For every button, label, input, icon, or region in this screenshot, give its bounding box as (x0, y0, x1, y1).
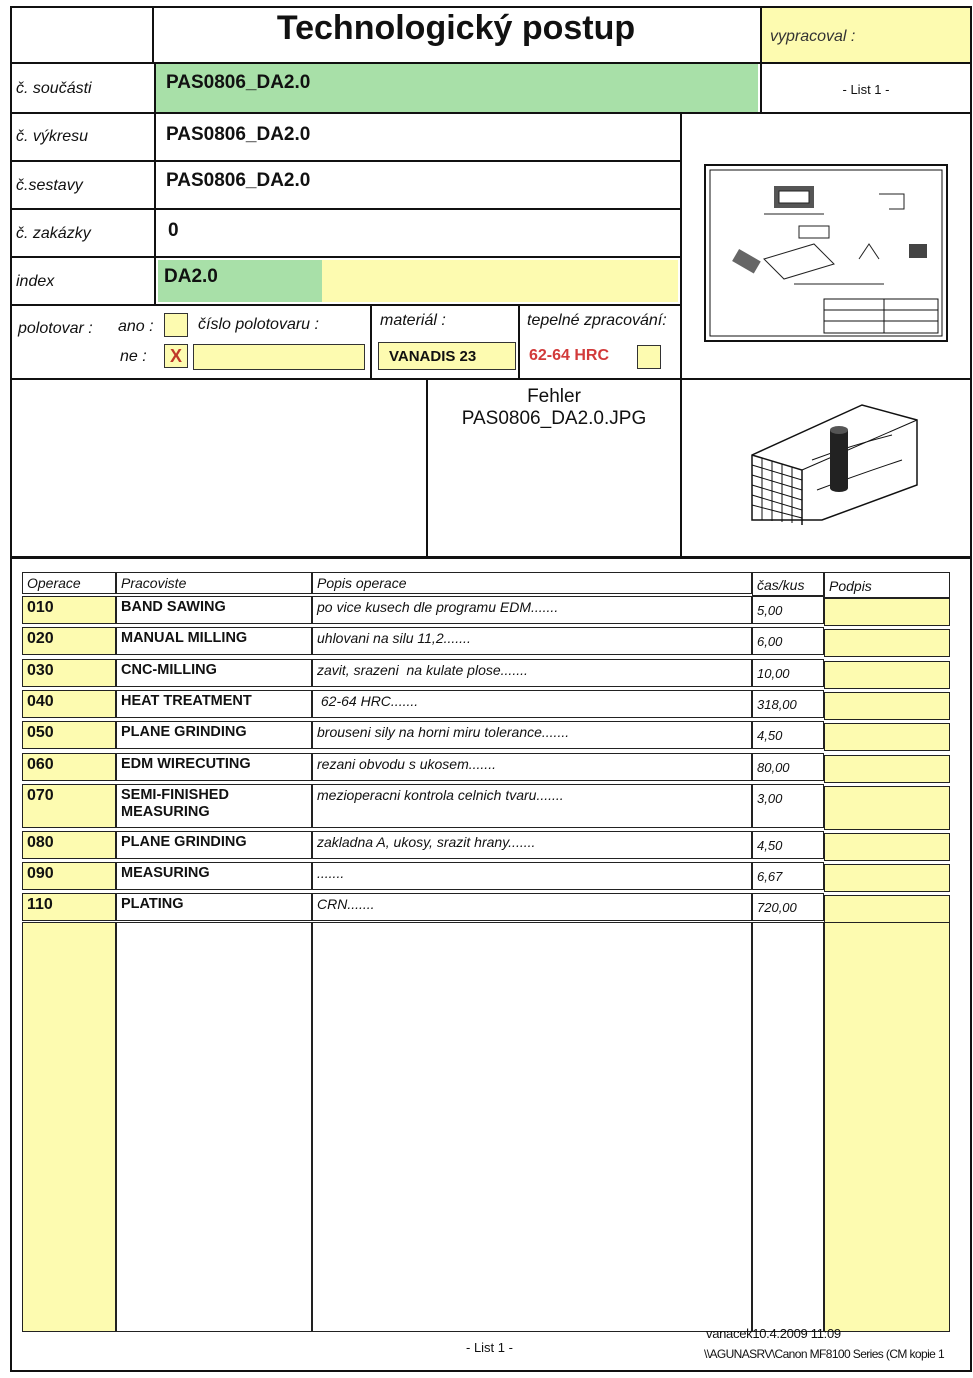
index-field-wrap (154, 258, 680, 304)
sheet-number: - List 1 - (760, 64, 970, 112)
image-error-cell (428, 380, 680, 556)
description-cell: uhlovani na silu 11,2....... (312, 627, 752, 655)
heat-checkbox[interactable] (637, 345, 661, 369)
workcenter-cell: HEAT TREATMENT (116, 690, 312, 718)
assembly-field[interactable]: PAS0806_DA2.0 (154, 162, 680, 208)
blank-number-field[interactable] (193, 344, 365, 370)
prepared-by-label: vypracoval : (760, 8, 970, 64)
time-per-piece-cell: 5,00 (752, 596, 824, 624)
page-title: Technologický postup (276, 9, 636, 47)
operation-number-cell: 080 (22, 831, 116, 859)
image-error-filename: PAS0806_DA2.0.JPG (461, 408, 647, 429)
drawing-label: č. výkresu (16, 128, 89, 145)
order-field[interactable]: 0 (154, 210, 680, 256)
time-per-piece-cell: 3,00 (752, 784, 824, 828)
material-field[interactable]: VANADIS 23 (378, 342, 516, 370)
footer-sheet: - List 1 - (466, 1340, 513, 1355)
time-per-piece-cell: 6,00 (752, 627, 824, 655)
assembly-label: č.sestavy (16, 177, 83, 194)
description-cell: po vice kusech dle programu EDM....... (312, 596, 752, 624)
part-no-label: č. součásti (16, 80, 92, 97)
workcenter-cell: PLANE GRINDING (116, 721, 312, 749)
material-cell (370, 306, 520, 378)
description-cell: ....... (312, 862, 752, 890)
col-header-operation: Operace (22, 572, 116, 594)
blank-yes-label: ano : (118, 318, 154, 335)
filler-signature-col (824, 922, 950, 1332)
time-per-piece-cell: 6,67 (752, 862, 824, 890)
part-3d-cell (680, 380, 972, 556)
time-per-piece-cell: 80,00 (752, 753, 824, 781)
description-cell: mezioperacni kontrola celnich tvaru....... (312, 784, 752, 828)
description-cell: brouseni sily na horni miru tolerance....... (312, 721, 752, 749)
heat-value: 62-64 HRC (529, 347, 610, 364)
operation-number-cell: 040 (22, 690, 116, 718)
technical-drawing-thumbnail (704, 164, 948, 342)
description-cell: zakladna A, ukosy, srazit hrany....... (312, 831, 752, 859)
filler-time-col (752, 922, 824, 1332)
workcenter-cell: PLANE GRINDING (116, 831, 312, 859)
index-field[interactable]: DA2.0 (158, 260, 322, 302)
signature-cell[interactable] (824, 723, 950, 751)
blank-no-label: ne : (120, 348, 147, 365)
operation-number-cell: 090 (22, 862, 116, 890)
description-cell: 62-64 HRC....... (312, 690, 752, 718)
index-label: index (16, 273, 55, 290)
workcenter-cell: BAND SAWING (116, 596, 312, 624)
time-per-piece-cell: 318,00 (752, 690, 824, 718)
image-error-title: Fehler (527, 386, 581, 407)
image-left-cell (10, 380, 428, 556)
signature-cell[interactable] (824, 598, 950, 626)
signature-cell[interactable] (824, 692, 950, 720)
signature-cell[interactable] (824, 864, 950, 892)
blank-yes-checkbox[interactable] (164, 313, 188, 337)
drawing-thumbnail-cell (680, 112, 972, 378)
col-header-time: čas/kus (752, 572, 824, 596)
operation-number-cell: 050 (22, 721, 116, 749)
footer-printer: \\AGUNASRV\Canon MF8100 Series (CM kopie 1 (704, 1347, 945, 1361)
header-left-cell (10, 6, 154, 62)
signature-cell[interactable] (824, 629, 950, 657)
blank-no-checkbox[interactable] (164, 344, 188, 368)
signature-cell[interactable] (824, 786, 950, 830)
filler-workcenter-col (116, 922, 312, 1332)
signature-cell[interactable] (824, 661, 950, 689)
workcenter-cell: CNC-MILLING (116, 659, 312, 687)
workcenter-cell: MEASURING (116, 862, 312, 890)
col-header-workcenter: Pracoviste (116, 572, 312, 594)
operation-number-cell: 110 (22, 893, 116, 921)
description-cell: CRN....... (312, 893, 752, 921)
divider (10, 556, 972, 559)
col-header-description: Popis operace (312, 572, 752, 594)
part-3d-wireframe (742, 400, 922, 530)
time-per-piece-cell: 4,50 (752, 721, 824, 749)
workcenter-cell: MANUAL MILLING (116, 627, 312, 655)
operations-table (22, 572, 952, 1332)
filler-operation-col (22, 922, 116, 1332)
description-cell: zavit, srazeni na kulate plose....... (312, 659, 752, 687)
signature-cell[interactable] (824, 833, 950, 861)
workcenter-cell: PLATING (116, 893, 312, 921)
order-label: č. zakázky (16, 225, 91, 242)
time-per-piece-cell: 720,00 (752, 893, 824, 921)
blank-label: polotovar : (18, 320, 93, 337)
operation-number-cell: 030 (22, 659, 116, 687)
operation-number-cell: 060 (22, 753, 116, 781)
part-no-field[interactable]: PAS0806_DA2.0 (154, 64, 758, 112)
description-cell: rezani obvodu s ukosem....... (312, 753, 752, 781)
blank-number-label: číslo polotovaru : (198, 316, 319, 333)
footer-user-date: vanacek10.4.2009 11:09 (706, 1326, 841, 1341)
operation-number-cell: 020 (22, 627, 116, 655)
drawing-field[interactable]: PAS0806_DA2.0 (154, 114, 680, 160)
blank-no-mark: X (169, 346, 182, 366)
heat-label: tepelné zpracování: (527, 312, 667, 329)
time-per-piece-cell: 4,50 (752, 831, 824, 859)
signature-cell[interactable] (824, 755, 950, 783)
signature-cell[interactable] (824, 895, 950, 923)
index-extra-field[interactable] (322, 260, 678, 302)
workcenter-cell: EDM WIRECUTING (116, 753, 312, 781)
heat-cell (520, 306, 680, 378)
workcenter-cell: SEMI-FINISHED MEASURING (116, 784, 312, 828)
operation-number-cell: 010 (22, 596, 116, 624)
col-header-signature: Podpis (824, 572, 950, 598)
operation-number-cell: 070 (22, 784, 116, 828)
filler-description-col (312, 922, 752, 1332)
time-per-piece-cell: 10,00 (752, 659, 824, 687)
material-label: materiál : (380, 312, 446, 329)
